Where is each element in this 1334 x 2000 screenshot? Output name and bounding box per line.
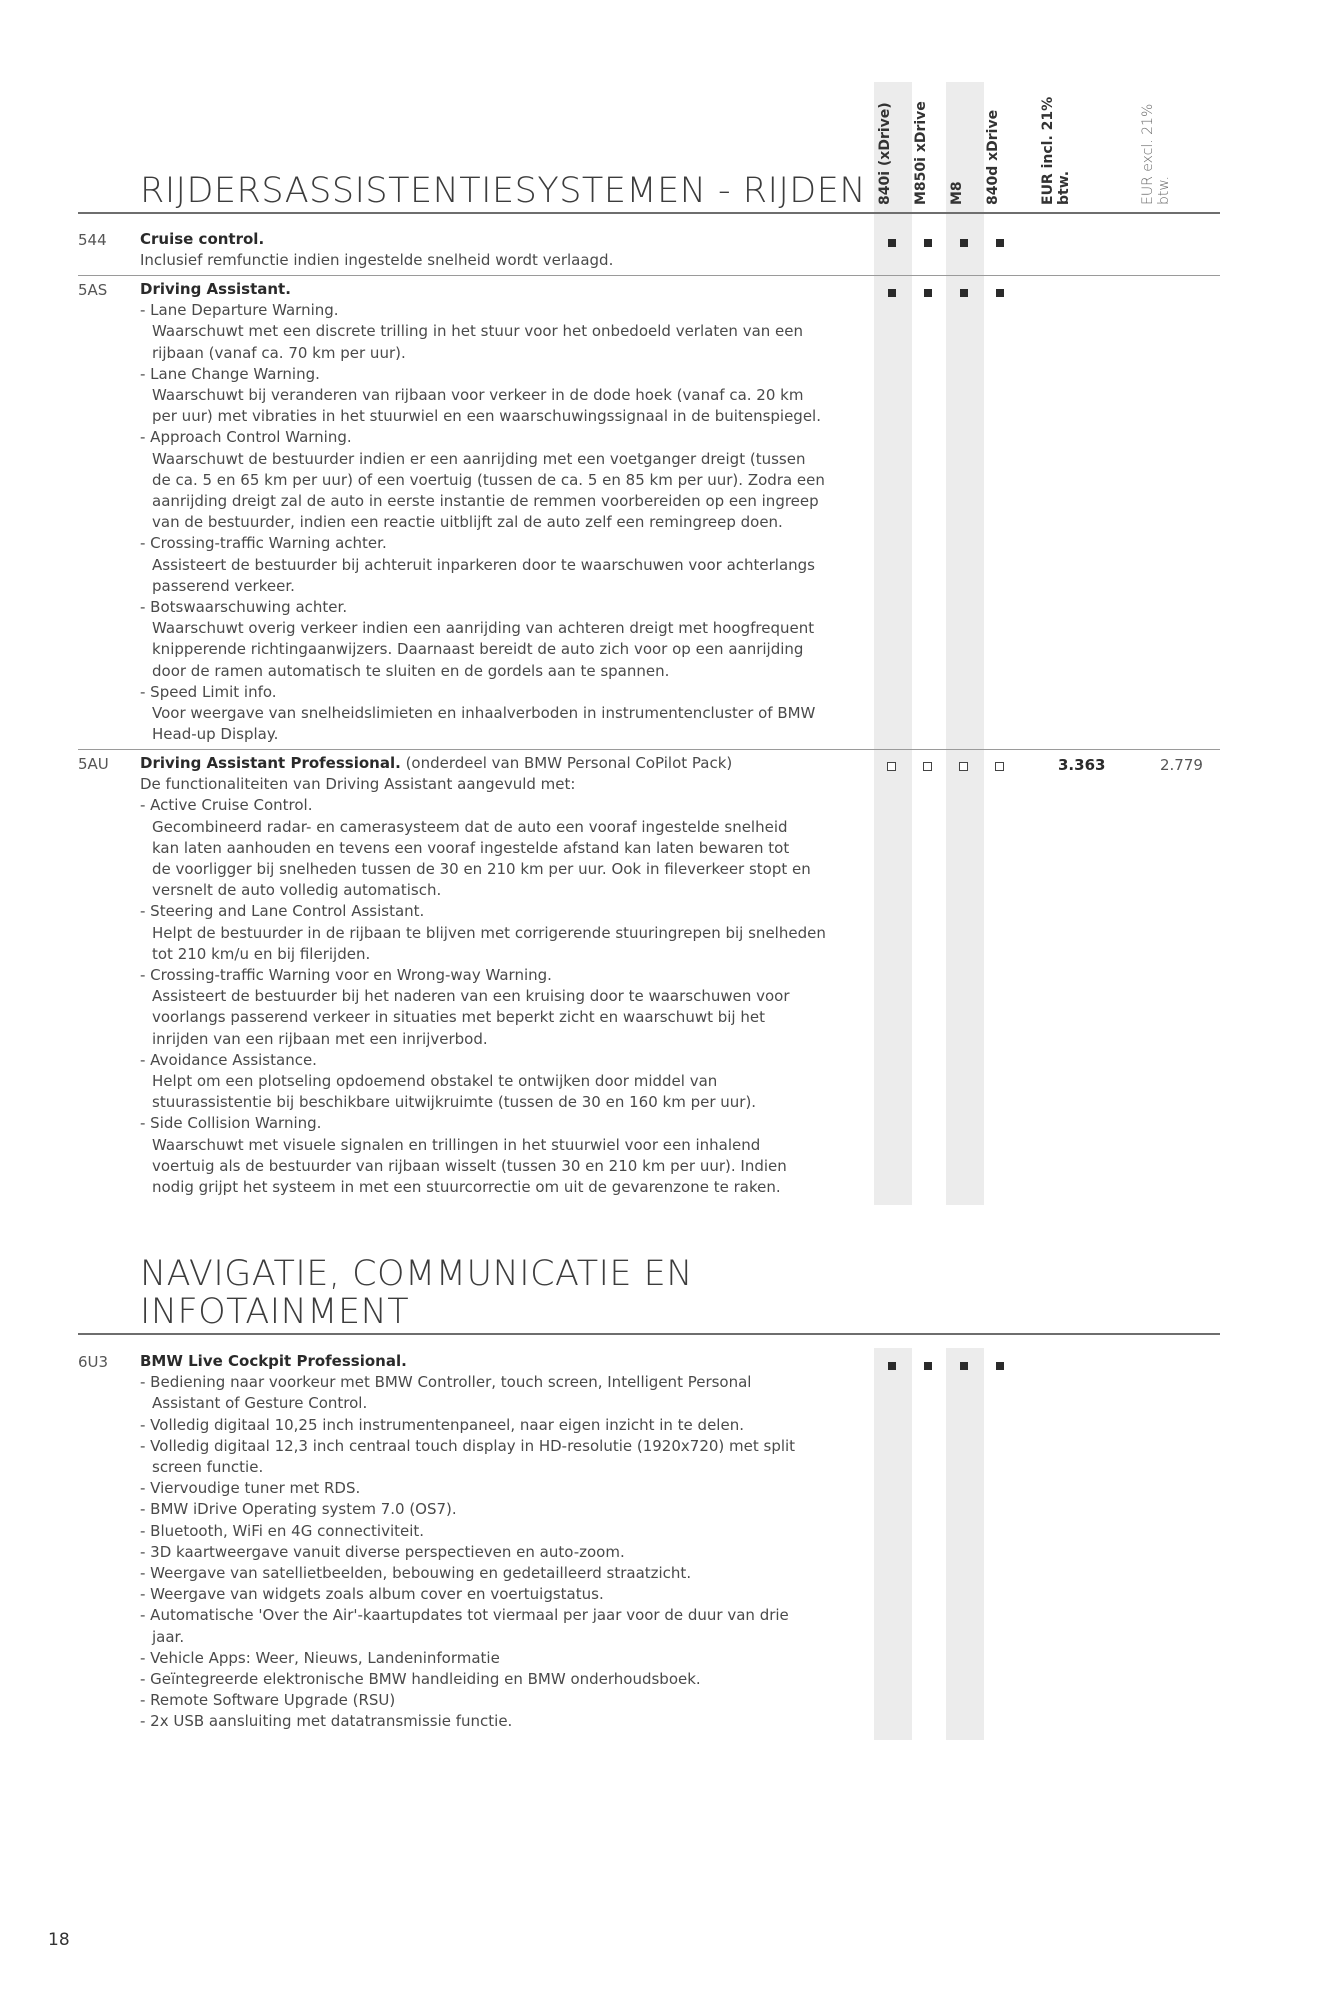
column-band-m8 xyxy=(946,82,984,1205)
option-line: Assisteert de bestuurder bij het naderen van een kruising door te waarschuwen voor xyxy=(152,987,790,1006)
option-line: - Speed Limit info. xyxy=(140,682,277,701)
section-title-line-1: NAVIGATIE, COMMUNICATIE EN xyxy=(140,1254,693,1294)
row-divider xyxy=(78,749,1220,750)
option-line: kan laten aanhouden en tevens een vooraf ingestelde afstand kan laten bewaren tot xyxy=(152,838,790,857)
option-title-note: (onderdeel van BMW Personal CoPilot Pack) xyxy=(400,754,733,772)
column-header-price-excl: EUR excl. 21% btw. xyxy=(1140,103,1172,205)
option-line: - Volledig digitaal 12,3 inch centraal touch display in HD-resolutie (1920x720) met split xyxy=(140,1436,796,1455)
option-line: Waarschuwt met een discrete trilling in het stuur voor het onbedoeld verlaten van een xyxy=(152,322,804,341)
option-code: 5AU xyxy=(78,755,109,773)
column-header-840d: 840d xDrive xyxy=(985,109,1001,205)
option-line: knipperende richtingaanwijzers. Daarnaast bereidt de auto zich voor op een aanrijding xyxy=(152,640,804,659)
section-title-navigation xyxy=(140,1255,693,1331)
standard-mark xyxy=(924,289,932,297)
option-line: de ca. 5 en 65 km per uur) of een voertuig (tussen de ca. 5 en 85 km per uur). Zodra een xyxy=(152,470,825,489)
option-line: - Avoidance Assistance. xyxy=(140,1050,317,1069)
option-title: Driving Assistant. xyxy=(140,280,291,298)
option-line: - Volledig digitaal 10,25 inch instrumentenpaneel, naar eigen inzicht in te delen. xyxy=(140,1415,744,1434)
option-line: aanrijding dreigt zal de auto in eerste instantie de remmen voorbereiden op een ingreep xyxy=(152,492,819,511)
row-divider xyxy=(78,275,1220,276)
option-line: - 2x USB aansluiting met datatransmissie functie. xyxy=(140,1712,513,1731)
option-line: inrijden van een rijbaan met een inrijverbod. xyxy=(152,1029,488,1048)
option-description xyxy=(140,279,860,745)
option-line: tot 210 km/u en bij filerijden. xyxy=(152,944,371,963)
standard-mark xyxy=(996,289,1004,297)
option-line: - Weergave van satellietbeelden, bebouwing en gedetailleerd straatzicht. xyxy=(140,1564,692,1583)
option-line: Waarschuwt met visuele signalen en trillingen in het stuurwiel voor een inhalend xyxy=(152,1135,761,1154)
standard-mark xyxy=(888,239,896,247)
option-line: Head-up Display. xyxy=(152,725,279,744)
option-code: 544 xyxy=(78,231,107,249)
price-incl-vat: 3.363 xyxy=(1058,756,1106,774)
option-line: Assistant of Gesture Control. xyxy=(152,1394,368,1413)
optional-mark xyxy=(959,762,968,771)
option-line: van de bestuurder, indien een reactie uitblijft zal de auto zelf een remingreep doen. xyxy=(152,513,783,532)
option-line: voertuig als de bestuurder van rijbaan wisselt (tussen 30 en 210 km per uur). Indien xyxy=(152,1156,787,1175)
option-description xyxy=(140,1351,860,1733)
option-line: screen functie. xyxy=(152,1458,264,1477)
option-line: Assisteert de bestuurder bij achteruit inparkeren door te waarschuwen voor achterlangs xyxy=(152,555,815,574)
option-line: Helpt om een plotseling opdoemend obstakel te ontwijken door middel van xyxy=(152,1072,718,1091)
option-line: - Bluetooth, WiFi en 4G connectiviteit. xyxy=(140,1521,425,1540)
standard-mark xyxy=(924,1362,932,1370)
option-line: stuurassistentie bij beschikbare uitwijkruimte (tussen de 30 en 160 km per uur). xyxy=(152,1093,757,1112)
column-header-m8: M8 xyxy=(949,181,965,205)
option-code: 5AS xyxy=(78,281,108,299)
page-number: 18 xyxy=(48,1930,70,1950)
option-line: Waarschuwt overig verkeer indien een aanrijding van achteren dreigt met hoogfrequent xyxy=(152,619,815,638)
standard-mark xyxy=(960,1362,968,1370)
option-line: - Steering and Lane Control Assistant. xyxy=(140,902,425,921)
option-line: Waarschuwt bij veranderen van rijbaan voor verkeer in de dode hoek (vanaf ca. 20 km xyxy=(152,386,804,405)
option-line: Gecombineerd radar- en camerasysteem dat de auto een vooraf ingestelde snelheid xyxy=(152,817,788,836)
option-line: Voor weergave van snelheidslimieten en inhaalverboden in instrumentencluster of BMW xyxy=(152,704,816,723)
standard-mark xyxy=(996,1362,1004,1370)
option-line: - Lane Departure Warning. xyxy=(140,301,339,320)
option-code: 6U3 xyxy=(78,1353,109,1371)
standard-mark xyxy=(996,239,1004,247)
option-line: - BMW iDrive Operating system 7.0 (OS7). xyxy=(140,1500,457,1519)
option-line: - Vehicle Apps: Weer, Nieuws, Landeninformatie xyxy=(140,1648,500,1667)
option-line: voorlangs passerend verkeer in situaties met beperkt zicht en waarschuwt bij het xyxy=(152,1008,765,1027)
option-line: - Remote Software Upgrade (RSU) xyxy=(140,1691,396,1710)
standard-mark xyxy=(960,289,968,297)
option-line: Helpt de bestuurder in de rijbaan te blijven met corrigerende stuuringrepen bij snelheden xyxy=(152,923,826,942)
option-line: de voorligger bij snelheden tussen de 30 en 210 km per uur. Ook in fileverkeer stopt en xyxy=(152,860,811,879)
section-title-driver-assistance: RIJDERSASSISTENTIESYSTEMEN - RIJDEN xyxy=(140,171,867,211)
standard-mark xyxy=(888,1362,896,1370)
column-header-840i: 840i (xDrive) xyxy=(877,102,893,205)
section2-rule xyxy=(78,1333,1220,1335)
option-line: De functionaliteiten van Driving Assistant aangevuld met: xyxy=(140,775,576,794)
option-line: jaar. xyxy=(152,1627,185,1646)
option-line: - Active Cruise Control. xyxy=(140,796,313,815)
column-band-840i xyxy=(874,82,912,1205)
column-header-m850i: M850i xDrive xyxy=(913,101,929,205)
standard-mark xyxy=(924,239,932,247)
section-title-line-2: INFOTAINMENT xyxy=(140,1292,410,1332)
option-line: - Crossing-traffic Warning achter. xyxy=(140,534,387,553)
optional-mark xyxy=(887,762,896,771)
option-line: - Automatische 'Over the Air'-kaartupdates tot viermaal per jaar voor de duur van drie xyxy=(140,1606,789,1625)
option-line: per uur) met vibraties in het stuurwiel en een waarschuwingssignaal in de buitenspiegel. xyxy=(152,407,821,426)
option-line: - Weergave van widgets zoals album cover en voertuigstatus. xyxy=(140,1585,604,1604)
option-title: BMW Live Cockpit Professional. xyxy=(140,1352,407,1370)
option-line: Waarschuwt de bestuurder indien er een aanrijding met een voetganger dreigt (tussen xyxy=(152,449,806,468)
optional-mark xyxy=(995,762,1004,771)
option-line: - Geïntegreerde elektronische BMW handleiding en BMW onderhoudsboek. xyxy=(140,1670,701,1689)
standard-mark xyxy=(960,239,968,247)
option-line: - Bediening naar voorkeur met BMW Controller, touch screen, Intelligent Personal xyxy=(140,1373,752,1392)
option-line: - Approach Control Warning. xyxy=(140,428,352,447)
option-line: - Botswaarschuwing achter. xyxy=(140,598,348,617)
header-rule xyxy=(78,212,1220,214)
option-description xyxy=(140,753,860,1198)
option-line: - 3D kaartweergave vanuit diverse perspectieven en auto-zoom. xyxy=(140,1542,625,1561)
option-title: Cruise control. xyxy=(140,230,265,248)
option-line: nodig grijpt het systeem in met een stuurcorrectie om uit de gevarenzone te raken. xyxy=(152,1178,781,1197)
option-line: door de ramen automatisch te sluiten en de gordels aan te spannen. xyxy=(152,661,670,680)
option-line: Inclusief remfunctie indien ingestelde snelheid wordt verlaagd. xyxy=(140,251,614,270)
option-title: Driving Assistant Professional. xyxy=(140,754,401,772)
option-line: rijbaan (vanaf ca. 70 km per uur). xyxy=(152,343,406,362)
option-line: versnelt de auto volledig automatisch. xyxy=(152,881,442,900)
option-line: - Crossing-traffic Warning voor en Wrong-way Warning. xyxy=(140,966,552,985)
option-line: - Viervoudige tuner met RDS. xyxy=(140,1479,361,1498)
option-line: - Side Collision Warning. xyxy=(140,1114,322,1133)
option-line: - Lane Change Warning. xyxy=(140,364,320,383)
price-excl-vat: 2.779 xyxy=(1160,756,1203,774)
column-band-840i-2 xyxy=(874,1348,912,1740)
option-description xyxy=(140,229,860,271)
column-band-m8-2 xyxy=(946,1348,984,1740)
optional-mark xyxy=(923,762,932,771)
standard-mark xyxy=(888,289,896,297)
column-header-price-incl: EUR incl. 21% btw. xyxy=(1040,96,1072,205)
option-line: passerend verkeer. xyxy=(152,576,295,595)
